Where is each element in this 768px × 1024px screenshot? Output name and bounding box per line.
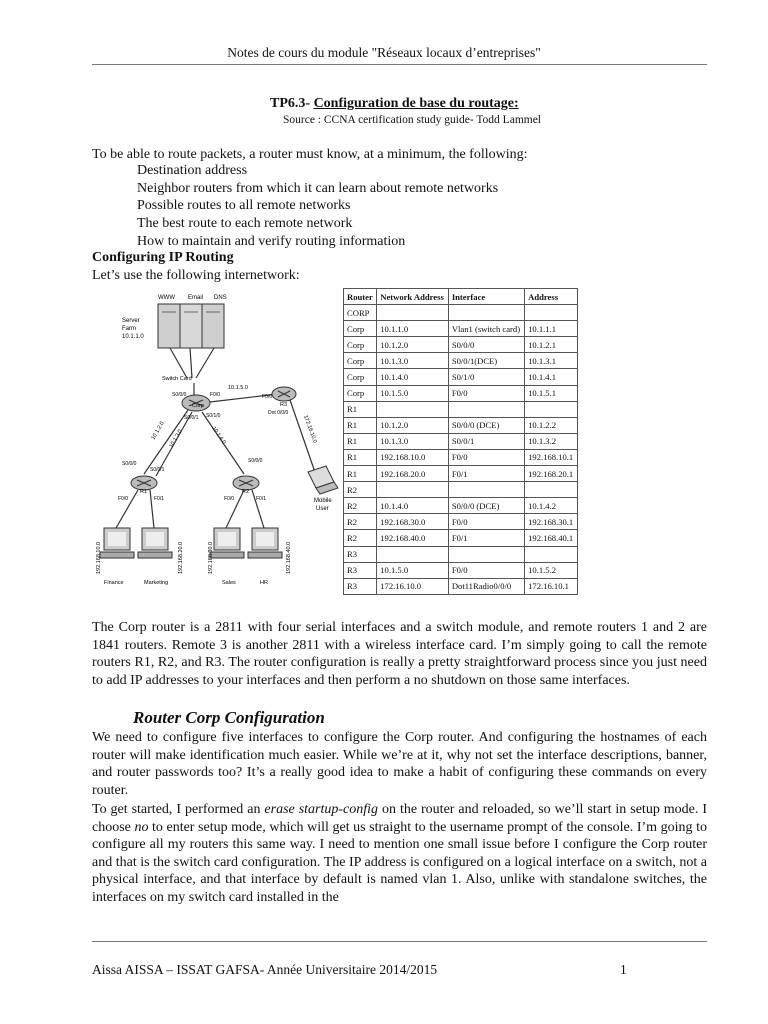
table-cell: S0/0/1(DCE) bbox=[448, 353, 524, 369]
para3-a: To get started, I performed an bbox=[92, 802, 265, 817]
table-cell: 10.1.4.0 bbox=[377, 369, 449, 385]
para3-b: on the router and reloaded, so we’ll start in setup mode. I choose bbox=[92, 802, 707, 835]
table-cell: 10.1.5.1 bbox=[525, 385, 578, 401]
table-cell: 10.1.4.0 bbox=[377, 498, 449, 514]
table-cell: 10.1.3.0 bbox=[377, 353, 449, 369]
pc-icon bbox=[100, 528, 134, 558]
server-farm-label: Farm bbox=[122, 326, 136, 332]
table-row bbox=[344, 514, 578, 530]
pc-icon bbox=[210, 528, 244, 558]
link-label: 172.16.10.0 bbox=[302, 414, 318, 444]
port-label: S0/0/0 bbox=[248, 458, 263, 464]
table-cell: R2 bbox=[344, 530, 377, 546]
port-label: F0/0 bbox=[224, 496, 235, 502]
pc-label: Finance bbox=[104, 580, 124, 586]
router-icon-r3 bbox=[272, 387, 296, 401]
table-cell: F0/0 bbox=[448, 449, 524, 465]
table-cell: S0/1/0 bbox=[448, 369, 524, 385]
port-label: S0/0/0 bbox=[122, 461, 137, 467]
table-cell: R1 bbox=[344, 433, 377, 449]
link-label: 10.1.4.0 bbox=[210, 425, 227, 446]
table-cell: Corp bbox=[344, 353, 377, 369]
table-cell: 10.1.5.2 bbox=[525, 562, 578, 578]
table-cell: 10.1.2.2 bbox=[525, 417, 578, 433]
r2-label: R2 bbox=[242, 489, 250, 495]
port-label: F0/1 bbox=[154, 496, 165, 502]
table-cell: 10.1.2.0 bbox=[377, 337, 449, 353]
mobile-user-label: User bbox=[316, 506, 329, 512]
table-header-row bbox=[344, 289, 578, 305]
table-cell: 10.1.5.0 bbox=[377, 385, 449, 401]
table-cell: 192.168.30.0 bbox=[377, 514, 449, 530]
server-farm-label: Server bbox=[122, 318, 140, 324]
footer-text: Aissa AISSA – ISSAT GAFSA- Année Universitaire 2014/2015 bbox=[92, 962, 438, 977]
section-heading: Configuring IP Routing bbox=[92, 250, 234, 265]
title-main: Configuration de base du routage: bbox=[313, 96, 519, 111]
port-label: F0/0 bbox=[118, 496, 129, 502]
table-cell: Corp bbox=[344, 321, 377, 337]
pc-label: HR bbox=[260, 580, 268, 586]
table-cell: S0/0/0 (DCE) bbox=[448, 417, 524, 433]
table-cell: R3 bbox=[344, 578, 377, 594]
bullet-item: The best route to each remote network bbox=[137, 216, 353, 231]
table-cell: Dot11Radio0/0/0 bbox=[448, 578, 524, 594]
routing-table bbox=[343, 288, 578, 595]
pc-net-label: 192.168.10.0 bbox=[96, 541, 102, 574]
bullet-item: Destination address bbox=[137, 163, 248, 178]
table-cell: 192.168.20.0 bbox=[377, 466, 449, 482]
para3-command: erase startup-config bbox=[264, 802, 379, 817]
table-body bbox=[344, 305, 578, 595]
table-cell: 10.1.3.2 bbox=[525, 433, 578, 449]
table-row bbox=[344, 466, 578, 482]
table-cell: Corp bbox=[344, 369, 377, 385]
bullet-item: Possible routes to all remote networks bbox=[137, 198, 351, 213]
port-label: F0/0 bbox=[262, 394, 273, 400]
port-label: F0/0 bbox=[210, 392, 221, 398]
pc-net-label: 192.168.20.0 bbox=[178, 541, 184, 574]
table-cell: R1 bbox=[344, 449, 377, 465]
port-label: F0/1 bbox=[256, 496, 267, 502]
table-cell: 192.168.40.0 bbox=[377, 530, 449, 546]
router-icon-r2 bbox=[233, 476, 259, 490]
footer-rule bbox=[92, 941, 707, 942]
server-icon bbox=[158, 304, 224, 348]
table-cell: F0/0 bbox=[448, 385, 524, 401]
port-label: S0/1/0 bbox=[206, 413, 221, 419]
table-cell: Vlan1 (switch card) bbox=[448, 321, 524, 337]
table-cell: 192.168.10.1 bbox=[525, 449, 578, 465]
r1-label: R1 bbox=[140, 489, 148, 495]
table-cell: R1 bbox=[344, 466, 377, 482]
paragraph-corp-router: The Corp router is a 2811 with four serial interfaces and a switch module, and remote routers 1 and 2 are 1841 routers. Remote 3 is another 2811 with a wireless interface card. I’m simply going to call the remote routers R1, R2, and R3. The router configuration is really a pretty straightforward process since you just need to add IP addresses to your interfaces and then perform a no shutdown on those same interfaces. bbox=[92, 620, 707, 688]
table-cell: 10.1.3.1 bbox=[525, 353, 578, 369]
table-cell bbox=[377, 546, 449, 562]
table-row bbox=[344, 482, 578, 498]
table-cell: 192.168.10.0 bbox=[377, 449, 449, 465]
table-row bbox=[344, 433, 578, 449]
table-cell: 10.1.2.1 bbox=[525, 337, 578, 353]
table-cell bbox=[448, 482, 524, 498]
table-row bbox=[344, 449, 578, 465]
table-cell: 10.1.4.2 bbox=[525, 498, 578, 514]
table-cell: F0/1 bbox=[448, 466, 524, 482]
mobile-user-label: Mobile bbox=[314, 498, 332, 504]
table-row bbox=[344, 498, 578, 514]
table-row bbox=[344, 401, 578, 417]
table-cell: 192.168.40.1 bbox=[525, 530, 578, 546]
table-cell: 172.16.10.0 bbox=[377, 578, 449, 594]
server-label-email: Email bbox=[188, 295, 204, 301]
table-row bbox=[344, 562, 578, 578]
doc-title bbox=[270, 96, 519, 112]
table-cell: 10.1.1.1 bbox=[525, 321, 578, 337]
paragraph-configure: We need to configure five interfaces to configure the Corp router. And configuring the hostnames of each router will make identification much easier. While we’re at it, why not set the interface descriptions, banner, and router passwords too? It’s a really good idea to make a habit of configuring these commands on every router. bbox=[92, 730, 707, 798]
table-cell: R1 bbox=[344, 401, 377, 417]
col-header-router: Router bbox=[344, 289, 377, 305]
table-row bbox=[344, 530, 578, 546]
page-number: 1 bbox=[620, 962, 627, 977]
switch-card-label: Switch Card bbox=[162, 376, 192, 382]
table-row bbox=[344, 337, 578, 353]
table-cell: F0/0 bbox=[448, 514, 524, 530]
table-cell: R2 bbox=[344, 498, 377, 514]
table-cell bbox=[448, 546, 524, 562]
para3-no: no bbox=[134, 819, 149, 835]
table-cell bbox=[525, 401, 578, 417]
heading-router-corp: Router Corp Configuration bbox=[133, 708, 325, 727]
pc-net-label: 192.168.40.0 bbox=[286, 541, 292, 574]
bullet-item: How to maintain and verify routing information bbox=[137, 234, 406, 249]
table-cell: F0/1 bbox=[448, 530, 524, 546]
corp-label: Corp bbox=[192, 403, 204, 409]
table-row bbox=[344, 369, 578, 385]
table-cell: 10.1.2.0 bbox=[377, 417, 449, 433]
link-label: 10.1.5.0 bbox=[228, 385, 248, 391]
header-rule bbox=[92, 64, 707, 65]
link-label: 10.1.3.0 bbox=[168, 428, 184, 449]
pc-icon bbox=[138, 528, 172, 558]
link-label: 10.1.2.0 bbox=[150, 420, 166, 441]
table-cell: R3 bbox=[344, 562, 377, 578]
port-label: Dot 0/0/0 bbox=[268, 410, 289, 416]
table-cell: 10.1.1.0 bbox=[377, 321, 449, 337]
pc-label: Marketing bbox=[144, 580, 169, 586]
table-row bbox=[344, 353, 578, 369]
col-header-address: Address bbox=[525, 289, 578, 305]
table-cell: Corp bbox=[344, 337, 377, 353]
table-row bbox=[344, 546, 578, 562]
bullet-item: Neighbor routers from which it can learn about remote networks bbox=[137, 181, 499, 196]
table-cell bbox=[525, 482, 578, 498]
table-cell: CORP bbox=[344, 305, 377, 321]
network-diagram bbox=[92, 288, 342, 598]
paragraph-get-started bbox=[92, 801, 707, 907]
server-label-dns: DNS bbox=[214, 295, 227, 301]
table-cell bbox=[525, 305, 578, 321]
table-cell: 10.1.3.0 bbox=[377, 433, 449, 449]
table-cell bbox=[377, 305, 449, 321]
table-cell bbox=[448, 305, 524, 321]
table-cell: S0/0/0 (DCE) bbox=[448, 498, 524, 514]
table-cell: R2 bbox=[344, 514, 377, 530]
server-farm-label: 10.1.1.0 bbox=[122, 334, 144, 340]
r3-label: R3 bbox=[280, 402, 288, 408]
table-row bbox=[344, 305, 578, 321]
table-row bbox=[344, 321, 578, 337]
pc-label: Sales bbox=[222, 580, 236, 586]
table-cell: R3 bbox=[344, 546, 377, 562]
server-label-www: WWW bbox=[158, 295, 175, 301]
col-header-interface: Interface bbox=[448, 289, 524, 305]
table-cell: S0/0/0 bbox=[448, 337, 524, 353]
table-cell: 10.1.4.1 bbox=[525, 369, 578, 385]
para3-c: to enter setup mode, which will get us straight to the username prompt of the console. I’m going to configure all my routers this same way. I need to mention one small issue before I configure the Corp router and that is the switch card configuration. The IP address is configured on a logical interface on a switch, not a physical interface, and that interface by default is named vlan 1. Also, unlike with standalone switches, the interfaces on my switch card installed in the bbox=[92, 819, 707, 905]
table-cell bbox=[377, 482, 449, 498]
intro-text: To be able to route packets, a router must know, at a minimum, the following: bbox=[92, 147, 528, 162]
router-icon-r1 bbox=[131, 476, 157, 490]
table-cell: F0/0 bbox=[448, 562, 524, 578]
table-cell: R1 bbox=[344, 417, 377, 433]
table-cell: 192.168.20.1 bbox=[525, 466, 578, 482]
pc-icon bbox=[248, 528, 282, 558]
table-cell bbox=[377, 401, 449, 417]
table-cell: 10.1.5.0 bbox=[377, 562, 449, 578]
table-cell: S0/0/1 bbox=[448, 433, 524, 449]
table-cell bbox=[525, 546, 578, 562]
table-row bbox=[344, 578, 578, 594]
table-cell bbox=[448, 401, 524, 417]
port-label: S0/0/0 bbox=[172, 392, 187, 398]
table-cell: R2 bbox=[344, 482, 377, 498]
source-line: Source : CCNA certification study guide- Todd Lammel bbox=[283, 114, 542, 126]
table-cell: Corp bbox=[344, 385, 377, 401]
col-header-network: Network Address bbox=[377, 289, 449, 305]
lets-use-text: Let’s use the following internetwork: bbox=[92, 268, 300, 283]
laptop-icon bbox=[308, 466, 338, 494]
table-cell: 172.16.10.1 bbox=[525, 578, 578, 594]
title-prefix: TP6.3- bbox=[270, 96, 314, 111]
port-label: S0/0/1 bbox=[184, 415, 199, 421]
table-row bbox=[344, 417, 578, 433]
table-row bbox=[344, 385, 578, 401]
port-label: S0/0/1 bbox=[150, 467, 165, 473]
table-cell: 192.168.30.1 bbox=[525, 514, 578, 530]
pc-net-label: 192.168.30.0 bbox=[208, 541, 214, 574]
page-header: Notes de cours du module "Réseaux locaux d’entreprises" bbox=[227, 45, 541, 60]
